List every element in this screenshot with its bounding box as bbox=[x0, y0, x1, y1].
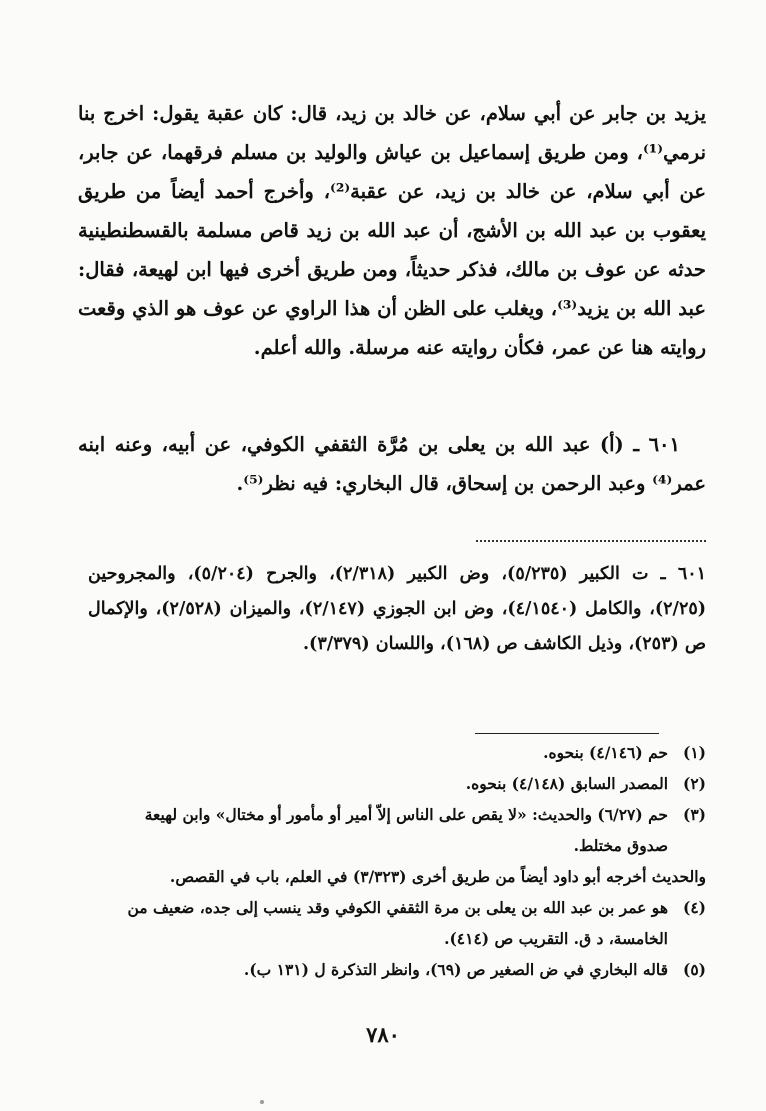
main-paragraph-text: يزيد بن جابر عن أبي سلام، عن خالد بن زيد، قال: كان عقبة يقول: اخرج بنا نرمي⁽¹⁾، ومن طريق إسماعيل بن عياش والوليد بن مسلم فرقهما، عن جابر، عن أبي سلام، عن خالد بن زيد، عن عقبة⁽²⁾، وأخرج أحمد أيضاً من طريق يعقوب بن عبد الله بن الأشج، أن عبد الله بن زيد قاص مسلمة بالقسطنطينية حدثه عن عوف بن مالك، فذكر حديثاً، ومن طريق أخرى فيها ابن لهيعة، فقال: عبد الله بن يزيد⁽³⁾، ويغلب على الظن أن هذا الراوي عن عوف هو الذي وقعت روايته هنا عن عمر، فكأن روايته عنه مرسلة. والله أعلم. bbox=[78, 102, 706, 359]
footnote-number: (٤) bbox=[682, 898, 706, 917]
footnote-4-continuation: الخامسة، د ق. التقريب ص (٤١٤). bbox=[444, 929, 668, 948]
footnote-text: حم (٤/١٤٦) بنحوه. bbox=[543, 743, 668, 762]
page-number: ٧٨٠ bbox=[366, 1022, 400, 1047]
footnote-3 bbox=[74, 801, 706, 829]
dotted-separator bbox=[476, 540, 706, 542]
footnote-5 bbox=[74, 956, 706, 984]
footnotes bbox=[74, 736, 706, 984]
footnote-number: (٢) bbox=[682, 774, 706, 793]
scan-speck bbox=[260, 1100, 264, 1104]
footnote-text: المصدر السابق (٤/١٤٨) بنحوه. bbox=[465, 774, 668, 793]
footnote-number: (١) bbox=[682, 743, 706, 762]
footnote-text: قاله البخاري في ض الصغير ص (٦٩)، وانظر التذكرة ل (١٣١ ب). bbox=[243, 960, 668, 979]
footnote-text: هو عمر بن عبد الله بن يعلى بن مرة الثقفي الكوفي وقد ينسب إلى جده، ضعيف من bbox=[127, 898, 668, 917]
main-paragraph bbox=[78, 94, 706, 367]
entry-601-text: ٦٠١ ـ (أ) عبد الله بن يعلى بن مُرَّة الثقفي الكوفي، عن أبيه، وعنه ابنه عمر⁽⁴⁾ وعبد الرحمن بن إسحاق، قال البخاري: فيه نظر⁽⁵⁾. bbox=[78, 433, 706, 495]
footnote-text: حم (٦/٢٧) والحديث: «لا يقص على الناس إلاّ أمير أو مأمور أو مختال» وابن لهيعة bbox=[144, 805, 668, 824]
footnote-2 bbox=[74, 770, 706, 798]
footnote-4 bbox=[74, 894, 706, 922]
footnote-3-continuation-2: والحديث أخرجه أبو داود أيضاً من طريق أخرى (٣/٣٢٣) في العلم، باب في القصص. bbox=[169, 867, 706, 886]
footnote-number: (٣) bbox=[682, 805, 706, 824]
footnote-3-continuation: صدوق مختلط. bbox=[573, 836, 668, 855]
footnote-number: (٥) bbox=[682, 960, 706, 979]
entry-601 bbox=[78, 425, 706, 503]
references-601-text: ٦٠١ ـ ت الكبير (٥/٢٣٥)، وض الكبير (٢/٣١٨)، والجرح (٥/٢٠٤)، والمجروحين (٢/٢٥)، والكامل (٤/١٥٤٠)، وض ابن الجوزي (٢/١٤٧)، والميزان (٢/٥٢٨)، والإكمال ص (٢٥٣)، وذيل الكاشف ص (١٦٨)، واللسان (٣/٣٧٩). bbox=[88, 564, 707, 654]
footnote-rule bbox=[475, 733, 659, 734]
references-601 bbox=[88, 557, 706, 662]
footnote-1 bbox=[74, 739, 706, 767]
